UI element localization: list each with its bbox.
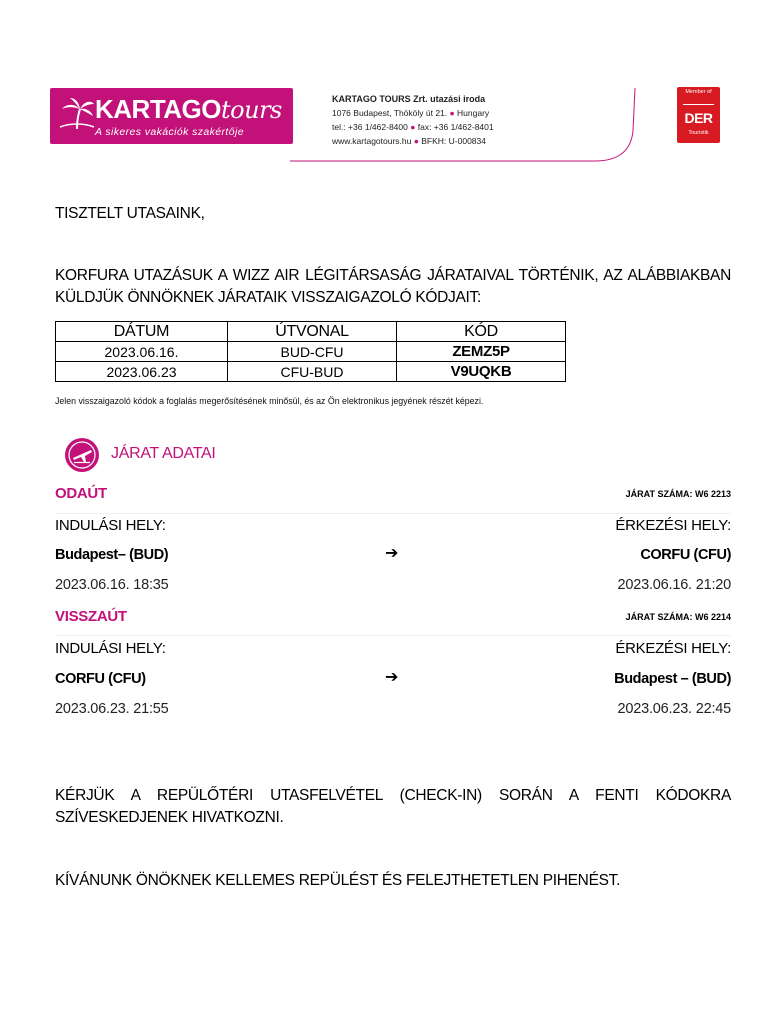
header-date: DÁTUM [56,322,228,342]
outbound-departure-time: 2023.06.16. 18:35 [55,577,169,593]
company-info [332,92,494,148]
row-route: CFU-BUD [228,362,397,382]
outbound-departure-place: Budapest– (BUD) [55,547,169,563]
outbound-title: ODAÚT [55,485,107,502]
company-web-license: www.kartagotours.hu ● BFKH: U-000834 [332,136,486,146]
return-arrival-label: ÉRKEZÉSI HELY: [615,640,731,657]
table-note: Jelen visszaigazoló kódok a foglalás megerősítésének minősül, és az Ön elektronikus jegyének részét képezi. [55,396,484,406]
logo-tagline: A sikeres vakációk szakértője [95,126,244,138]
company-phone-fax: tel.: +36 1/462-8400 ● fax: +36 1/462-8401 [332,122,494,132]
row-code: ZEMZ5P [397,342,566,362]
outbound-arrival-place: CORFU (CFU) [640,547,731,563]
table-header-row [56,322,566,342]
return-departure-place: CORFU (CFU) [55,671,146,687]
greeting: TISZTELT UTASAINK, [55,205,205,222]
header-code: KÓD [397,322,566,342]
outbound-flight-number: JÁRAT SZÁMA: W6 2213 [625,489,731,499]
booking-codes-table [55,321,566,382]
company-address: 1076 Budapest, Thököly út 21. ● Hungary [332,108,490,118]
der-sub-label: Touristik [688,130,709,136]
arrow-right-icon: ➔ [385,669,399,686]
row-date: 2023.06.16. [56,342,228,362]
bullet-icon: ● [410,122,416,132]
der-member-label: Member of [685,89,712,95]
row-code: V9UQKB [397,362,566,382]
row-route: BUD-CFU [228,342,397,362]
bullet-icon: ● [413,136,419,146]
der-divider [683,104,714,105]
table-row [56,362,566,382]
table-row [56,342,566,362]
intro-paragraph: KORFURA UTAZÁSUK A WIZZ AIR LÉGITÁRSASÁG JÁRATAIVAL TÖRTÉNIK, AZ ALÁBBIAKBAN KÜLDJÜK ÖNNÖKNEK JÁRATAIK VISSZAIGAZOLÓ KÓDJAIT: [55,267,731,306]
arrow-right-icon: ➔ [385,545,399,562]
outbound-departure-label: INDULÁSI HELY: [55,517,166,534]
return-divider [55,635,731,636]
return-departure-time: 2023.06.23. 21:55 [55,701,169,717]
bullet-icon: ● [449,108,455,118]
outbound-arrival-label: ÉRKEZÉSI HELY: [615,517,731,534]
return-flight-number: JÁRAT SZÁMA: W6 2214 [625,612,731,622]
outbound-arrival-time: 2023.06.16. 21:20 [617,577,731,593]
flight-section-title: JÁRAT ADATAI [111,445,216,462]
logo-wordmark: KARTAGOtours [95,94,282,124]
company-name: KARTAGO TOURS Zrt. utazási iroda [332,94,486,104]
header-route: ÚTVONAL [228,322,397,342]
return-arrival-place: Budapest – (BUD) [614,671,731,687]
return-departure-label: INDULÁSI HELY: [55,640,166,657]
closing-wish: KÍVÁNUNK ÖNÖKNEK KELLEMES REPÜLÉST ÉS FELEJTHETETLEN PIHENÉST. [55,872,621,889]
palm-tree-icon [58,95,96,131]
return-title: VISSZAÚT [55,608,127,625]
row-date: 2023.06.23 [56,362,228,382]
checkin-instruction: KÉRJÜK A REPÜLŐTÉRI UTASFELVÉTEL (CHECK-IN) SORÁN A FENTI KÓDOKRA SZÍVESKEDJENEK HIVATKOZNI. [55,787,731,826]
return-arrival-time: 2023.06.23. 22:45 [617,701,731,717]
airplane-icon [64,437,100,473]
der-logo-text: DER [684,110,713,126]
outbound-divider [55,513,731,514]
